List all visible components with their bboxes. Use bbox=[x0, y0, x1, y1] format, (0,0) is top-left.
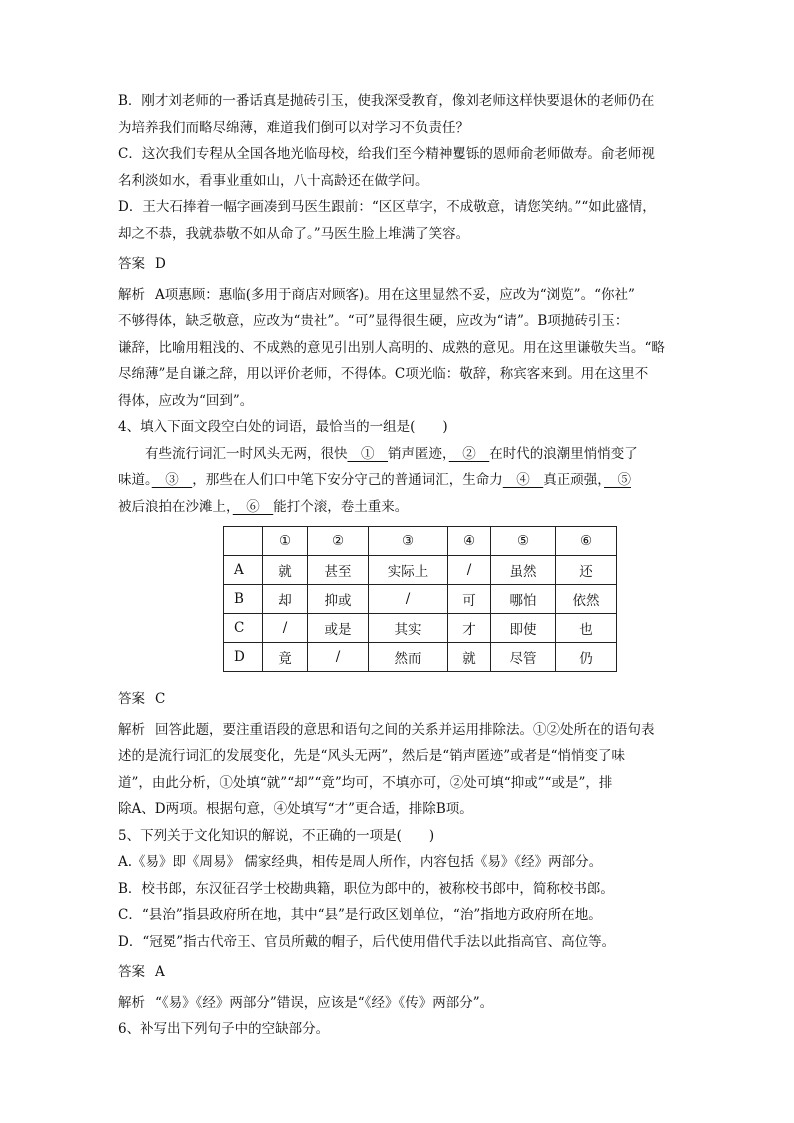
answer-label: 答案 bbox=[118, 691, 145, 707]
table-row bbox=[224, 614, 617, 643]
table-cell: 抑或 bbox=[308, 585, 369, 614]
q3-analysis-line1: 解析 A项惠顾：惠临(多用于商店对顾客)。用在这里显然不妥，应改为“浏览”。“你社” bbox=[118, 286, 635, 303]
table-cell: / bbox=[308, 643, 369, 672]
table-cell: A bbox=[224, 556, 263, 585]
q3-analysis-line5: 得体，应改为“回到”。 bbox=[118, 392, 254, 409]
table-header-cell: ⑤ bbox=[491, 527, 556, 556]
q4-passage-line2: 味道。 ③ ，那些在人们口中笔下安分守己的普通词汇，生命力 ④ 真正顽强， ⑤ bbox=[118, 472, 631, 488]
q5-title: 5、下列关于文化知识的解说，不正确的一项是( ) bbox=[118, 827, 435, 844]
table-cell: 却 bbox=[263, 585, 308, 614]
q5-option-c: C．“县治”指县政府所在地，其中“县”是行政区划单位，“治”指地方政府所在地。 bbox=[118, 907, 602, 923]
blank-2: ② bbox=[448, 445, 490, 462]
table-header-cell: ④ bbox=[448, 527, 491, 556]
analysis-label: 解析 bbox=[118, 994, 145, 1011]
answer-label: 答案 bbox=[118, 964, 145, 980]
table-cell: 还 bbox=[556, 556, 617, 585]
table-header-row bbox=[224, 527, 617, 556]
blank-4: ④ bbox=[502, 472, 544, 488]
table-cell: 其实 bbox=[369, 614, 448, 643]
table-header-cell bbox=[224, 527, 263, 556]
table-cell: 或是 bbox=[308, 614, 369, 643]
q4-title: 4、填入下面文段空白处的词语，最恰当的一组是( ) bbox=[118, 419, 448, 435]
q4-passage-line3: 被后浪拍在沙滩上， ⑥ 能打个滚，卷土重来。 bbox=[118, 498, 409, 515]
q3-option-d-line2: 却之不恭，我就恭敬不如从命了。”马医生脸上堆满了笑容。 bbox=[118, 225, 470, 242]
table-cell: 实际上 bbox=[369, 556, 448, 585]
table-cell: B bbox=[224, 585, 263, 614]
q3-option-b-line2: 为培养我们而略尽绵薄，难道我们倒可以对学习不负责任？ bbox=[118, 119, 469, 136]
table-cell: 就 bbox=[263, 556, 308, 585]
table-row bbox=[224, 585, 617, 614]
table-cell: 可 bbox=[448, 585, 491, 614]
table-header-cell: ① bbox=[263, 527, 308, 556]
table-row bbox=[224, 643, 617, 672]
q5-analysis-line1: 解析 “《易》《经》两部分”错误，应该是“《经》《传》两部分”。 bbox=[118, 994, 494, 1011]
table-header-cell: ⑥ bbox=[556, 527, 617, 556]
table-cell: 才 bbox=[448, 614, 491, 643]
table-cell: 仍 bbox=[556, 643, 617, 672]
q4-answer bbox=[118, 686, 680, 713]
table-cell: C bbox=[224, 614, 263, 643]
q3-analysis-line4: 尽绵薄”是自谦之辞，用以评价老师，不得体。C项光临：敬辞，称宾客来到。用在这里不 bbox=[118, 366, 649, 382]
analysis-label: 解析 bbox=[118, 286, 145, 303]
table-cell: 尽管 bbox=[491, 643, 556, 672]
q3-analysis-line3: 谦辞，比喻用粗浅的、不成熟的意见引出别人高明的、成熟的意见。用在这里谦敬失当。“略 bbox=[118, 339, 665, 356]
table-cell: D bbox=[224, 643, 263, 672]
table-cell: 虽然 bbox=[491, 556, 556, 585]
q4-analysis-line4: 除A、D两项。根据句意，④处填写“才”更合适，排除B项。 bbox=[118, 801, 473, 817]
table-cell: / bbox=[263, 614, 308, 643]
q5-option-b: B．校书郎，东汉征召学士校勘典籍，职位为郎中的，被称校书郎中，简称校书郎。 bbox=[118, 880, 614, 897]
q5-answer bbox=[118, 959, 680, 986]
answer-value: A bbox=[155, 964, 165, 980]
q6-title: 6、补写出下列句子中的空缺部分。 bbox=[118, 1021, 330, 1037]
q3-answer bbox=[118, 251, 680, 278]
q4-analysis-line3: 道”，由此分析，①处填“就”“却”“竟”均可，不填亦可，②处可填“抑或”“或是”，排 bbox=[118, 774, 613, 791]
answer-label: 答案 bbox=[118, 256, 145, 272]
table-cell: 依然 bbox=[556, 585, 617, 614]
table-row bbox=[224, 556, 617, 585]
table-cell: / bbox=[448, 556, 491, 585]
answer-value: C bbox=[155, 691, 166, 707]
table-cell: 竟 bbox=[263, 643, 308, 672]
document-page bbox=[118, 88, 680, 1043]
q3-analysis-line2: 不够得体，缺乏敬意，应改为“贵社”。“可”显得很生硬，应改为“请”。B项抛砖引玉： bbox=[118, 313, 629, 329]
table-cell: 哪怕 bbox=[491, 585, 556, 614]
table-cell: 然而 bbox=[369, 643, 448, 672]
blank-1: ① bbox=[347, 445, 388, 462]
q4-analysis-line1: 解析 回答此题，要注重语段的意思和语句之间的关系并运用排除法。①②处所在的语句表 bbox=[118, 721, 655, 738]
table-cell: 就 bbox=[448, 643, 491, 672]
table-header-cell: ③ bbox=[369, 527, 448, 556]
q5-option-a: A.《易》即《周易》 儒家经典，相传是周人所作，内容包括《易》《经》两部分。 bbox=[118, 854, 603, 870]
q3-option-c-line2: 名利淡如水，看事业重如山，八十高龄还在做学问。 bbox=[118, 172, 429, 189]
q3-option-d-line1: D．王大石捧着一幅字画凑到马医生跟前：“区区草字，不成敬意，请您笑纳。”“如此盛情， bbox=[118, 199, 656, 215]
table-cell: / bbox=[369, 585, 448, 614]
blank-6: ⑥ bbox=[232, 498, 274, 515]
q5-option-d: D．“冠冕”指古代帝王、官员所戴的帽子，后代使用借代手法以此指高官、高位等。 bbox=[118, 933, 616, 950]
table-header-cell: ② bbox=[308, 527, 369, 556]
options-table bbox=[223, 526, 617, 672]
table-cell: 也 bbox=[556, 614, 617, 643]
blank-5: ⑤ bbox=[604, 472, 631, 488]
q3-option-c-line1: C．这次我们专程从全国各地光临母校，给我们至今精神矍铄的恩师俞老师做寿。俞老师视 bbox=[118, 146, 655, 162]
table-cell: 即使 bbox=[491, 614, 556, 643]
q4-passage-line1: 有些流行词汇一时风头无两，很快 ① 销声匿迹， ② 在时代的浪潮里悄悄变了 bbox=[145, 445, 638, 462]
table-cell: 甚至 bbox=[308, 556, 369, 585]
q3-option-b-line1: B．刚才刘老师的一番话真是抛砖引玉，使我深受教育，像刘老师这样快要退休的老师仍在 bbox=[118, 93, 655, 109]
analysis-label: 解析 bbox=[118, 721, 145, 738]
q4-analysis-line2: 述的是流行词汇的发展变化，先是“风头无两”，然后是“销声匿迹”或者是“悄悄变了味 bbox=[118, 748, 626, 764]
answer-value: D bbox=[155, 256, 166, 272]
blank-3: ③ bbox=[151, 472, 193, 488]
